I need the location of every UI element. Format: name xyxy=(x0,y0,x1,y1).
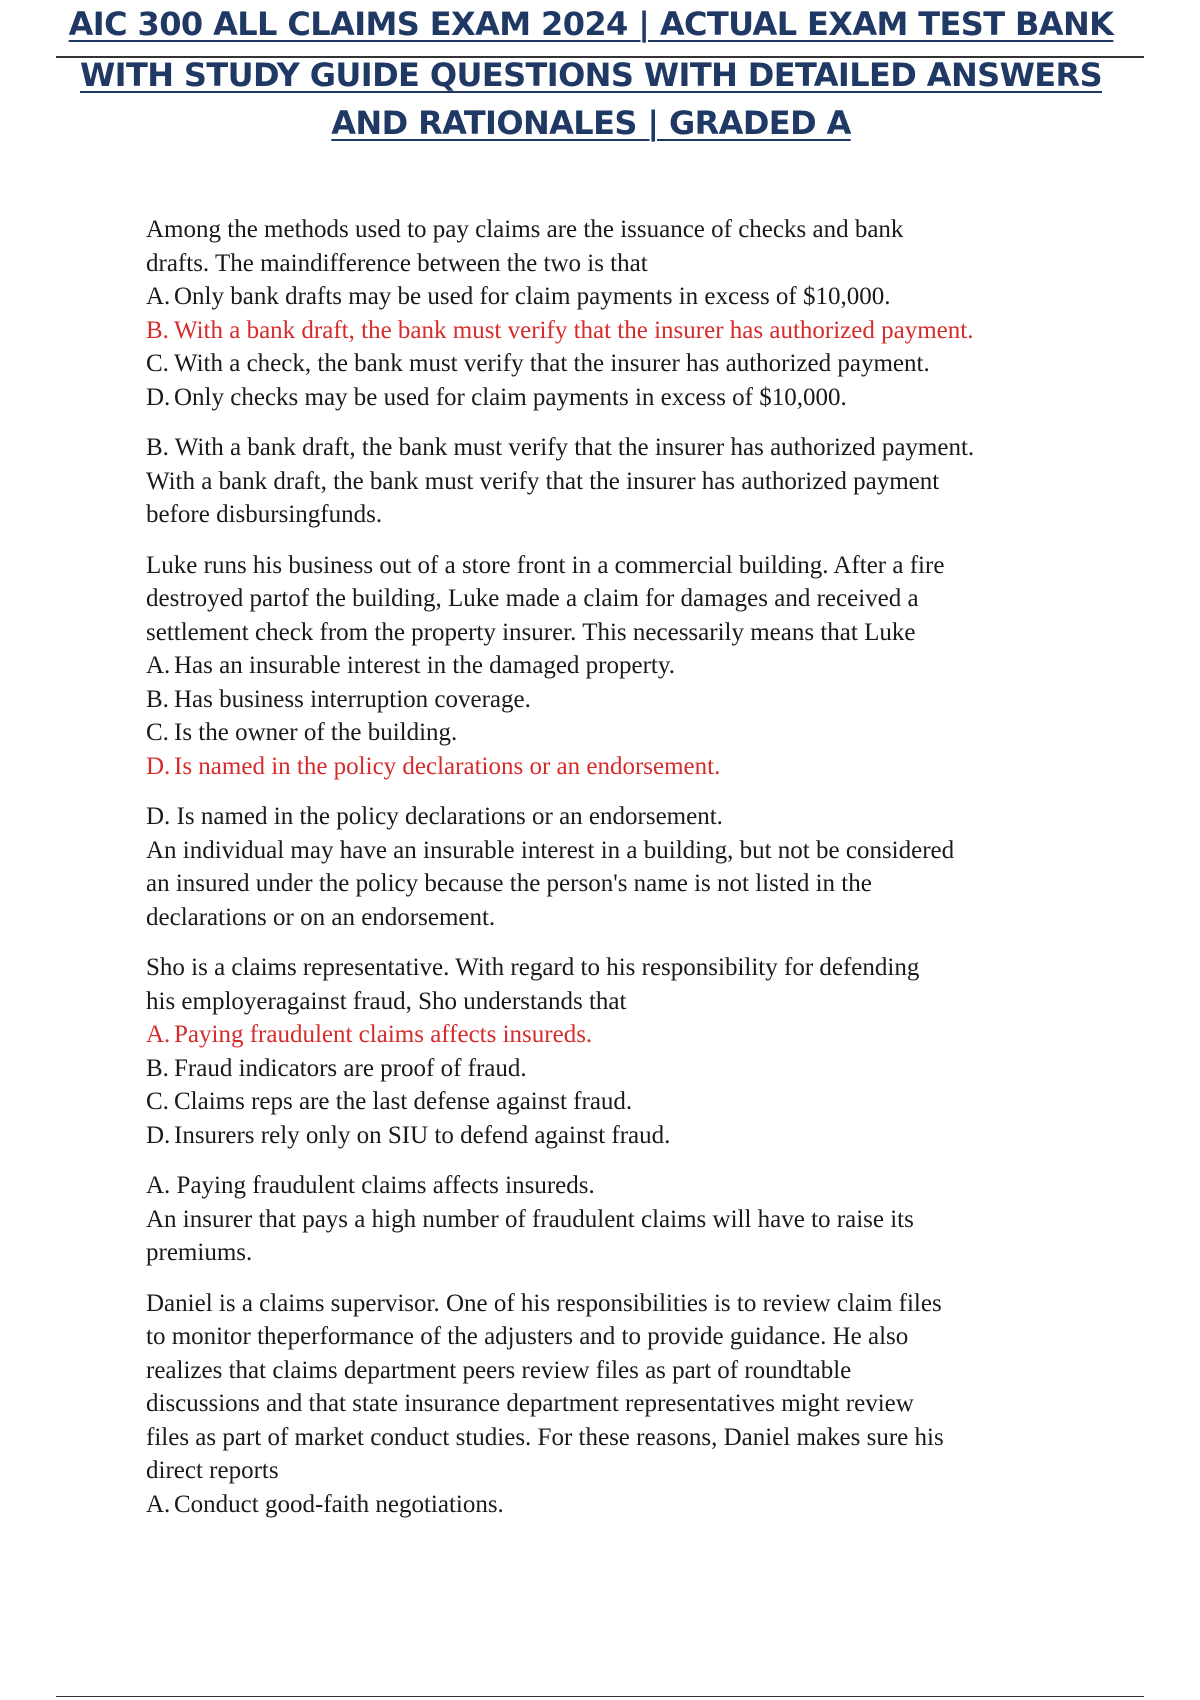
rationale-line: premiums. xyxy=(146,1239,253,1266)
question-stem-line: to monitor theperformance of the adjusters and to provide guidance. He also xyxy=(146,1323,909,1350)
rationale-line: An individual may have an insurable interest in a building, but not be considered xyxy=(146,836,955,864)
option-a xyxy=(146,280,1146,314)
option-letter: D. xyxy=(146,383,171,411)
option-text: With a check, the bank must verify that the insurer has authorized payment. xyxy=(174,350,930,377)
option-a xyxy=(146,1488,1146,1522)
question-stem-line: files as part of market conduct studies. For these reasons, Daniel makes sure his xyxy=(146,1423,944,1451)
option-b-correct xyxy=(146,314,1146,348)
option-letter: C. xyxy=(146,1088,169,1115)
rationale-line: An insurer that pays a high number of fraudulent claims will have to raise its xyxy=(146,1205,914,1233)
question-1 xyxy=(146,213,1146,414)
option-b xyxy=(146,683,1146,717)
option-letter: C. xyxy=(146,350,169,377)
option-d xyxy=(146,381,1146,415)
option-letter: D. xyxy=(146,1121,171,1149)
option-text: Claims reps are the last defense against fraud. xyxy=(174,1088,633,1115)
option-letter: B. xyxy=(146,316,169,344)
option-letter: D. xyxy=(146,752,171,780)
option-text: Is the owner of the building. xyxy=(174,719,458,746)
option-text: Conduct good-faith negotiations. xyxy=(174,1490,504,1518)
question-stem-line: realizes that claims department peers review files as part of roundtable xyxy=(146,1356,852,1384)
question-stem-line: Among the methods used to pay claims are the issuance of checks and bank xyxy=(146,216,904,243)
question-stem-line: direct reports xyxy=(146,1457,279,1484)
option-text: Only bank drafts may be used for claim payments in excess of $10,000. xyxy=(174,283,891,310)
option-text: Fraud indicators are proof of fraud. xyxy=(174,1054,527,1082)
answer-3 xyxy=(146,1169,1146,1270)
option-letter: B. xyxy=(146,1054,169,1082)
rationale-line: declarations or on an endorsement. xyxy=(146,903,496,931)
answer-1 xyxy=(146,431,1146,532)
option-a xyxy=(146,649,1146,683)
option-c xyxy=(146,347,1146,381)
option-letter: C. xyxy=(146,719,169,746)
answer-2 xyxy=(146,800,1146,934)
question-stem-line: discussions and that state insurance department representatives might review xyxy=(146,1390,914,1417)
question-4 xyxy=(146,1287,1146,1522)
option-d xyxy=(146,1119,1146,1153)
option-text: Has an insurable interest in the damaged property. xyxy=(174,652,675,679)
question-stem-line: drafts. The maindifference between the two is that xyxy=(146,249,648,277)
answer-line: B. With a bank draft, the bank must verify that the insurer has authorized payment. xyxy=(146,434,975,461)
option-text: Has business interruption coverage. xyxy=(174,685,531,713)
option-text: With a bank draft, the bank must verify that the insurer has authorized payment. xyxy=(174,316,974,344)
option-text: Insurers rely only on SIU to defend against fraud. xyxy=(174,1121,671,1149)
option-letter: A. xyxy=(146,283,171,310)
rationale-line: With a bank draft, the bank must verify that the insurer has authorized payment xyxy=(146,467,940,495)
question-2 xyxy=(146,549,1146,784)
option-letter: A. xyxy=(146,1021,171,1048)
rationale-line: an insured under the policy because the person's name is not listed in the xyxy=(146,870,872,897)
option-d-correct xyxy=(146,750,1146,784)
document-title-line-3: AND RATIONALES | GRADED A xyxy=(331,104,851,142)
document-title-line-1: AIC 300 ALL CLAIMS EXAM 2024 | ACTUAL EXAM TEST BANK xyxy=(68,5,1114,43)
question-stem-line: settlement check from the property insurer. This necessarily means that Luke xyxy=(146,618,916,646)
answer-line: D. Is named in the policy declarations or an endorsement. xyxy=(146,803,723,830)
option-c xyxy=(146,1085,1146,1119)
option-c xyxy=(146,716,1146,750)
document-title-line-2: WITH STUDY GUIDE QUESTIONS WITH DETAILED ANSWERS xyxy=(79,56,1103,94)
question-3 xyxy=(146,951,1146,1152)
question-list xyxy=(146,213,1146,1538)
rationale-line: before disbursingfunds. xyxy=(146,501,383,528)
option-b xyxy=(146,1052,1146,1086)
option-text: Paying fraudulent claims affects insureds. xyxy=(174,1021,593,1048)
option-a-correct xyxy=(146,1018,1146,1052)
footer-rule xyxy=(56,1696,1144,1697)
option-letter: A. xyxy=(146,652,171,679)
question-stem-line: Sho is a claims representative. With regard to his responsibility for defending xyxy=(146,954,920,981)
option-text: Only checks may be used for claim payments in excess of $10,000. xyxy=(174,383,847,411)
question-stem-line: destroyed partof the building, Luke made a claim for damages and received a xyxy=(146,585,919,612)
answer-line: A. Paying fraudulent claims affects insureds. xyxy=(146,1172,595,1199)
question-stem-line: his employeragainst fraud, Sho understands that xyxy=(146,987,627,1015)
option-letter: B. xyxy=(146,685,169,713)
question-stem-line: Daniel is a claims supervisor. One of his responsibilities is to review claim files xyxy=(146,1289,942,1317)
option-letter: A. xyxy=(146,1490,171,1518)
option-text: Is named in the policy declarations or an endorsement. xyxy=(174,752,721,780)
question-stem-line: Luke runs his business out of a store front in a commercial building. After a fire xyxy=(146,551,945,579)
